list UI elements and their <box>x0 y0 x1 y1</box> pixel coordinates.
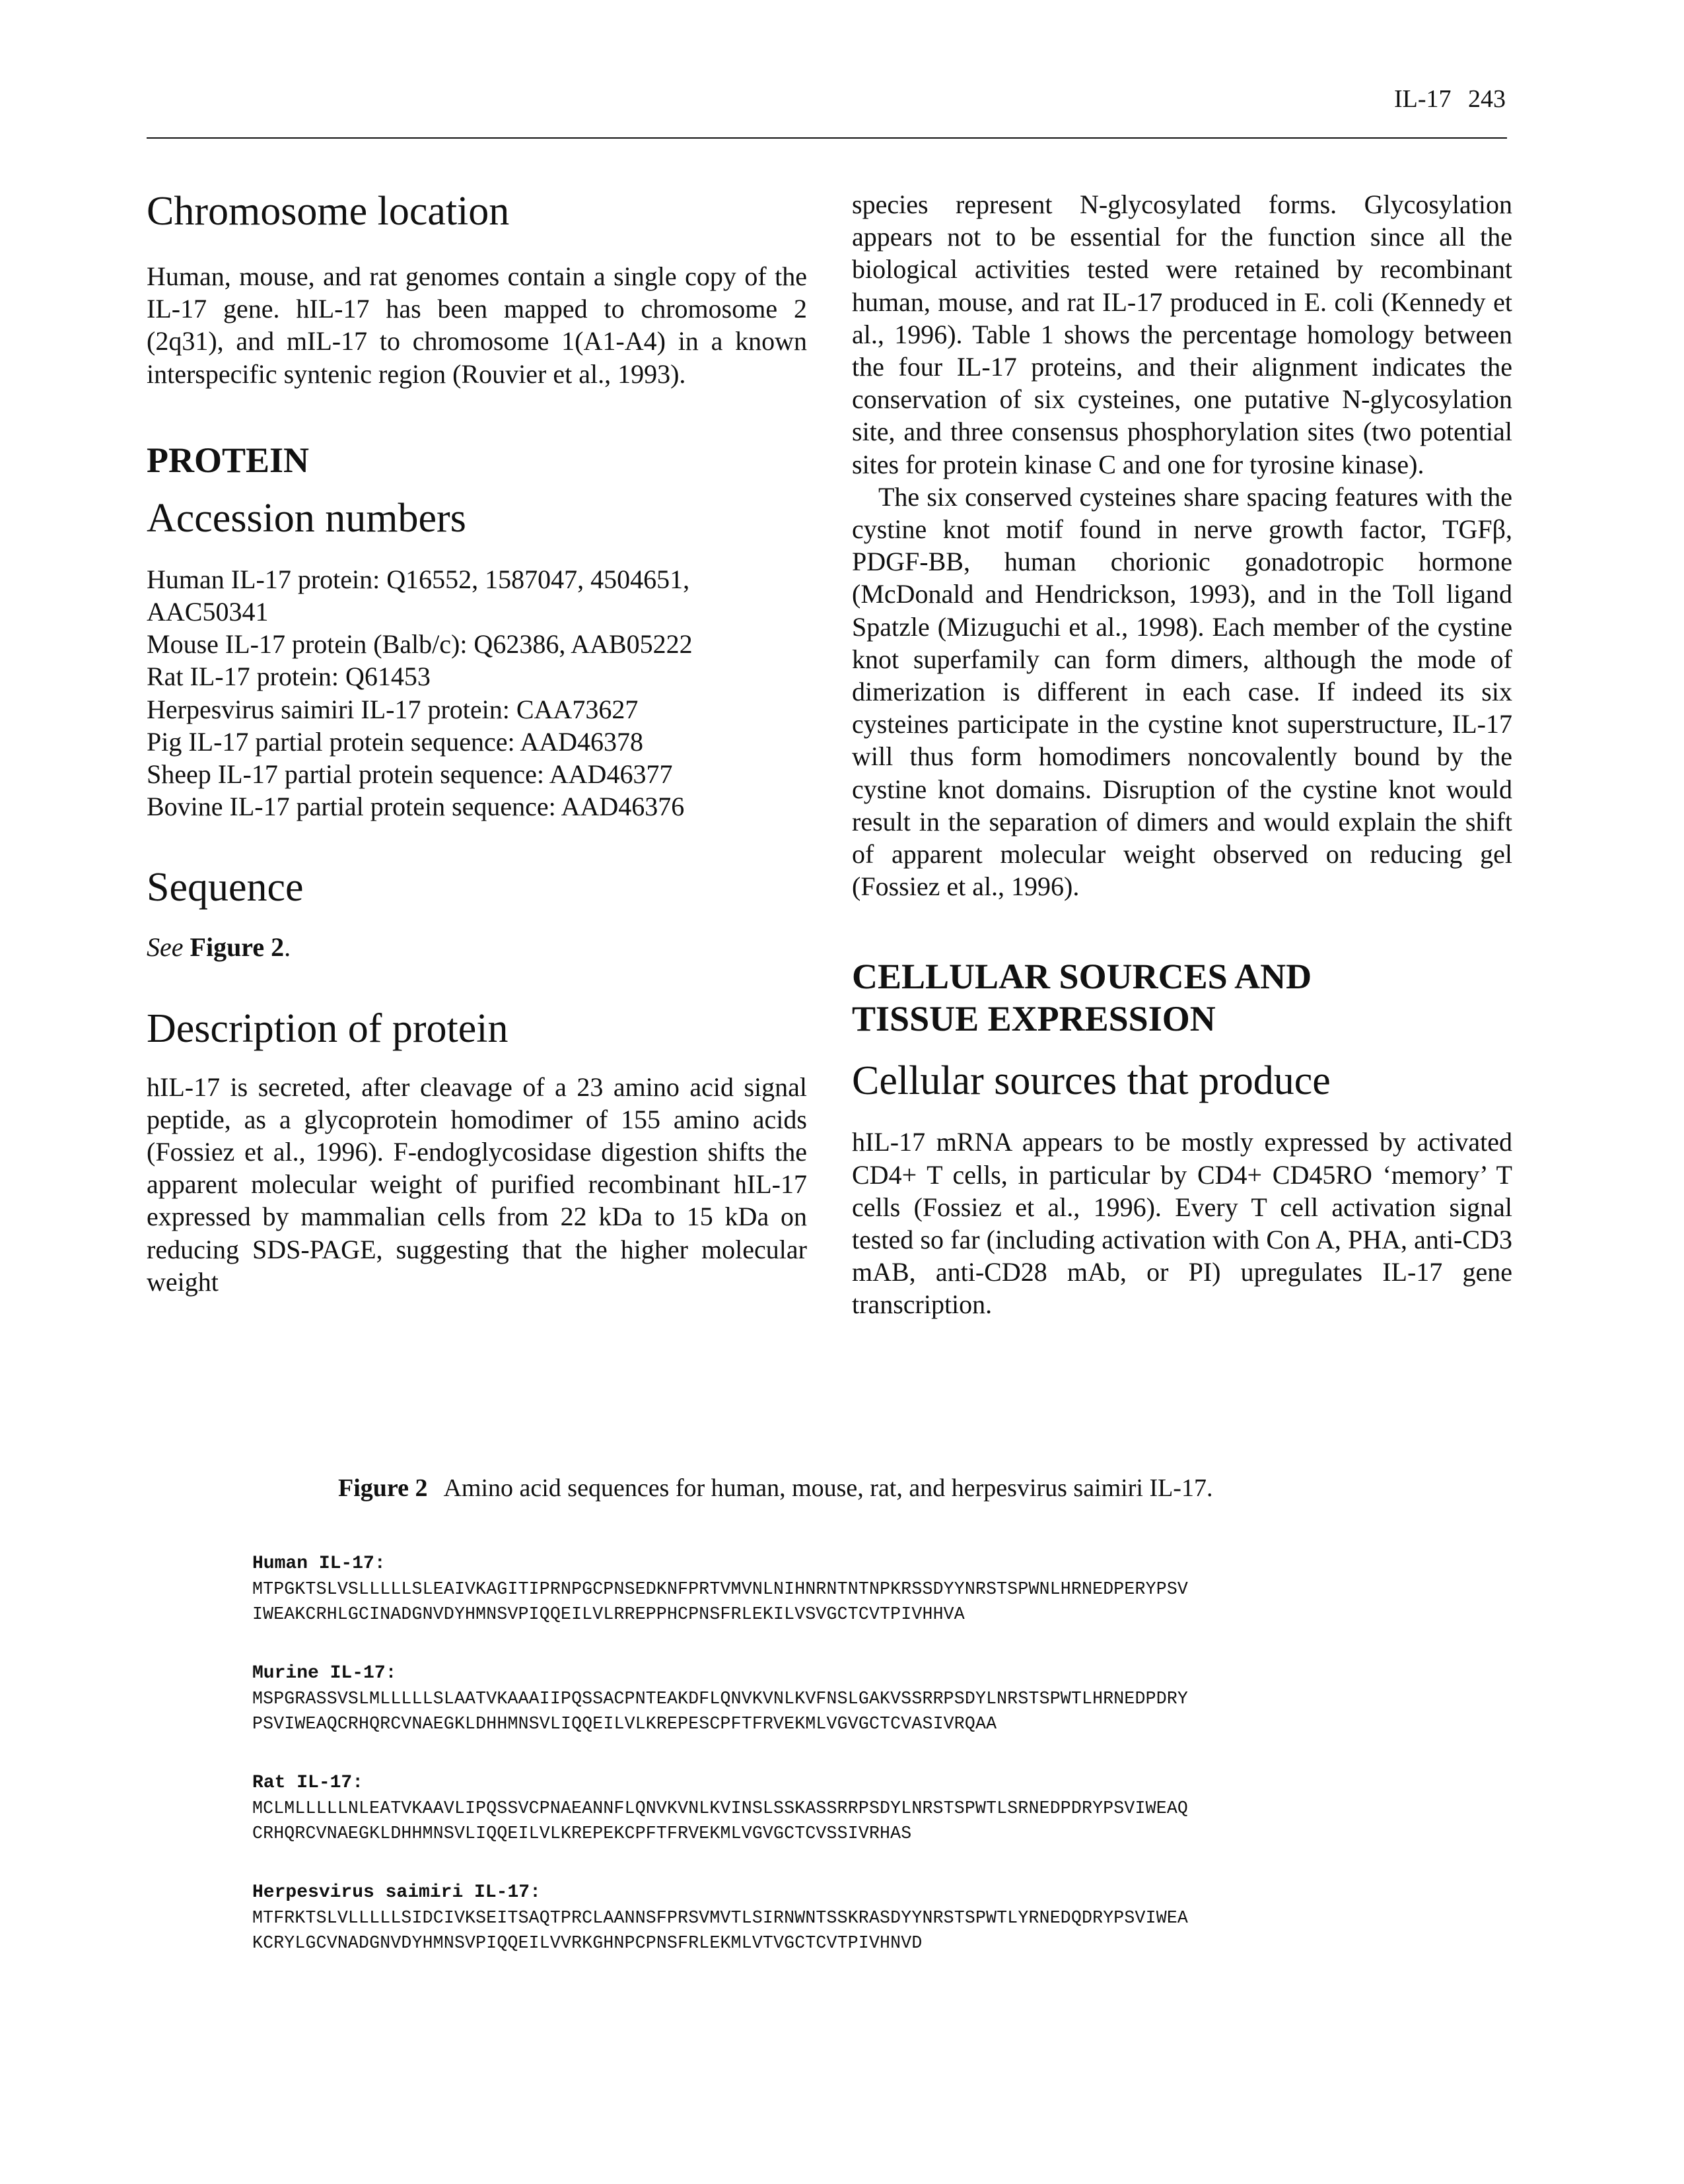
sequence-heading: Sequence <box>147 865 304 910</box>
figure-label: Figure 2 <box>338 1474 428 1502</box>
chromosome-heading: Chromosome location <box>147 189 510 234</box>
accession-heading: Accession numbers <box>147 495 466 541</box>
sequence-line: CRHQRCVNAEGKLDHHMNSVLIQQEILVLKREPEKCPFTFRVEKMLVGVGCTCVSSIVRHAS <box>252 1824 912 1843</box>
cellular-sources-text: hIL-17 mRNA appears to be mostly expressed by activated CD4+ T cells, in particular by CD4+ CD45RO ‘memory’ T cells (Fossiez et al., 1996). Every T cell activation signal tested so far (including activation with Con A, PHA, anti-CD3 mAB, anti-CD28 mAb, or PI) upregulates IL-17 gene transcription. <box>852 1127 1512 1320</box>
accession-line: AAC50341 <box>147 597 269 627</box>
accession-line: Human IL-17 protein: Q16552, 1587047, 4504651, <box>147 564 690 594</box>
glycosylation-paragraph: species represent N-glycosylated forms. Glycosylation appears not to be essential for the function since all the biological activities tested were retained by recombinant human, mouse, and rat IL-17 produced in E. coli (Kennedy et al., 1996). Table 1 shows the percentage homology between the four IL-17 proteins, and their alignment indicates the conservation of six cysteines, one putative N-glycosylation site, and three consensus phosphorylation sites (two potential sites for protein kinase C and one for tyrosine kinase). <box>852 189 1512 479</box>
accession-line: Rat IL-17 protein: Q61453 <box>147 662 431 692</box>
sequence-figure <box>252 1552 1494 1990</box>
sequence-block-human <box>252 1552 1494 1627</box>
sequence-line: IWEAKCRHLGCINADGNVDYHMNSVPIQQEILVLRREPPHCPNSFRLEKILVSVGCTCVTPIVHHVA <box>252 1604 965 1624</box>
cellular-heading-line: TISSUE EXPRESSION <box>852 999 1216 1039</box>
running-header <box>1327 85 1506 114</box>
cellular-heading-line: CELLULAR SOURCES AND <box>852 957 1312 997</box>
sequence-line: KCRYLGCVNADGNVDYHMNSVPIQQEILVVRKGHNPCPNSFRLEKMLVTVGCTCVTPIVHNVD <box>252 1933 923 1953</box>
left-column <box>147 185 807 1298</box>
cellular-sources-heading <box>852 955 1512 1040</box>
chromosome-text: Human, mouse, and rat genomes contain a single copy of the IL-17 gene. hIL-17 has been mapped to chromosome 2 (2q31), and mIL-17 to chromosome 1(A1-A4) in a known interspecific syntenic region (Rouvier et al., 1993). <box>147 261 807 389</box>
sequence-line: PSVIWEAQCRHQRCVNAEGKLDHHMNSVLIQQEILVLKREPESCPFTFRVEKMLVGVGCTCVASIVRQAA <box>252 1714 997 1734</box>
sequence-block-herpesvirus <box>252 1880 1494 1956</box>
figure-caption-text: Amino acid sequences for human, mouse, rat, and herpesvirus saimiri IL-17. <box>443 1474 1213 1502</box>
header-rule <box>147 137 1507 139</box>
cellular-sources-subheading: Cellular sources that produce <box>852 1058 1331 1104</box>
page-number: 243 <box>1468 85 1506 113</box>
accession-line: Bovine IL-17 partial protein sequence: AAD46376 <box>147 792 685 822</box>
sequence-block-murine <box>252 1661 1494 1736</box>
sequence-block-rat <box>252 1771 1494 1846</box>
sequence-line: MCLMLLLLLNLEATVKAAVLIPQSSVCPNAEANNFLQNVKVNLKVINSLSSKASSRRPSDYLNRSTSPWTLSRNEDPDRYPSVIWEAQ <box>252 1798 1189 1818</box>
accession-line: Sheep IL-17 partial protein sequence: AAD46377 <box>147 759 673 790</box>
see-end: . <box>284 932 291 963</box>
description-heading: Description of protein <box>147 1006 509 1051</box>
right-column <box>852 188 1512 1321</box>
figure-reference: Figure 2 <box>190 932 285 963</box>
description-text: hIL-17 is secreted, after cleavage of a 23 amino acid signal peptide, as a glycoprotein homodimer of 155 amino acids (Fossiez et al., 1996). F-endoglycosidase digestion shifts the apparent molecular weight of purified recombinant hIL-17 expressed by mammalian cells from 22 kDa to 15 kDa on reducing SDS-PAGE, suggesting that the higher molecular weight <box>147 1072 807 1297</box>
sequence-see-figure <box>147 931 807 963</box>
sequence-name: Human IL-17: <box>252 1553 386 1574</box>
accession-line: Herpesvirus saimiri IL-17 protein: CAA73627 <box>147 694 639 724</box>
sequence-line: MTFRKTSLVLLLLLSIDCIVKSEITSAQTPRCLAANNSFPRSVMVTLSIRNWNTSSKRASDYYNRSTSPWTLYRNEDQDRYPSVIWEA <box>252 1908 1189 1928</box>
running-title: IL-17 <box>1393 85 1452 113</box>
accession-list <box>147 563 807 823</box>
sequence-name: Herpesvirus saimiri IL-17: <box>252 1882 541 1903</box>
sequence-name: Murine IL-17: <box>252 1663 397 1684</box>
see-word: See <box>147 932 184 963</box>
cystine-knot-paragraph: The six conserved cysteines share spacing features with the cystine knot motif found in nerve growth factor, TGFβ, PDGF-BB, human chorionic gonadotropic hormone (McDonald and Hendrickson, 1993), and in the Toll ligand Spatzle (Mizuguchi et al., 1998). Each member of the cystine knot superfamily can form dimers, although the mode of dimerization is different in each case. If indeed its six cysteines participate in the cystine knot superstructure, IL-17 will thus form homodimers noncovalently bound by the cystine knot domains. Disruption of the cystine knot would result in the separation of dimers and would explain the shift of apparent molecular weight observed on reducing gel (Fossiez et al., 1996). <box>852 481 1512 902</box>
accession-line: Pig IL-17 partial protein sequence: AAD46378 <box>147 726 644 757</box>
sequence-name: Rat IL-17: <box>252 1773 364 1793</box>
protein-heading: PROTEIN <box>147 440 310 480</box>
sequence-line: MTPGKTSLVSLLLLLSLEAIVKAGITIPRNPGCPNSEDKNFPRTVMVNLNIHNRNTNTNPKRSSDYYNRSTSPWNLHRNEDPERYPSV <box>252 1579 1189 1599</box>
figure-caption <box>338 1474 1395 1503</box>
accession-line: Mouse IL-17 protein (Balb/c): Q62386, AAB05222 <box>147 629 693 660</box>
sequence-line: MSPGRASSVSLMLLLLLSLAATVKAAAIIPQSSACPNTEAKDFLQNVKVNLKVFNSLGAKVSSRRPSDYLNRSTSPWTLHRNEDPDRY <box>252 1689 1189 1709</box>
